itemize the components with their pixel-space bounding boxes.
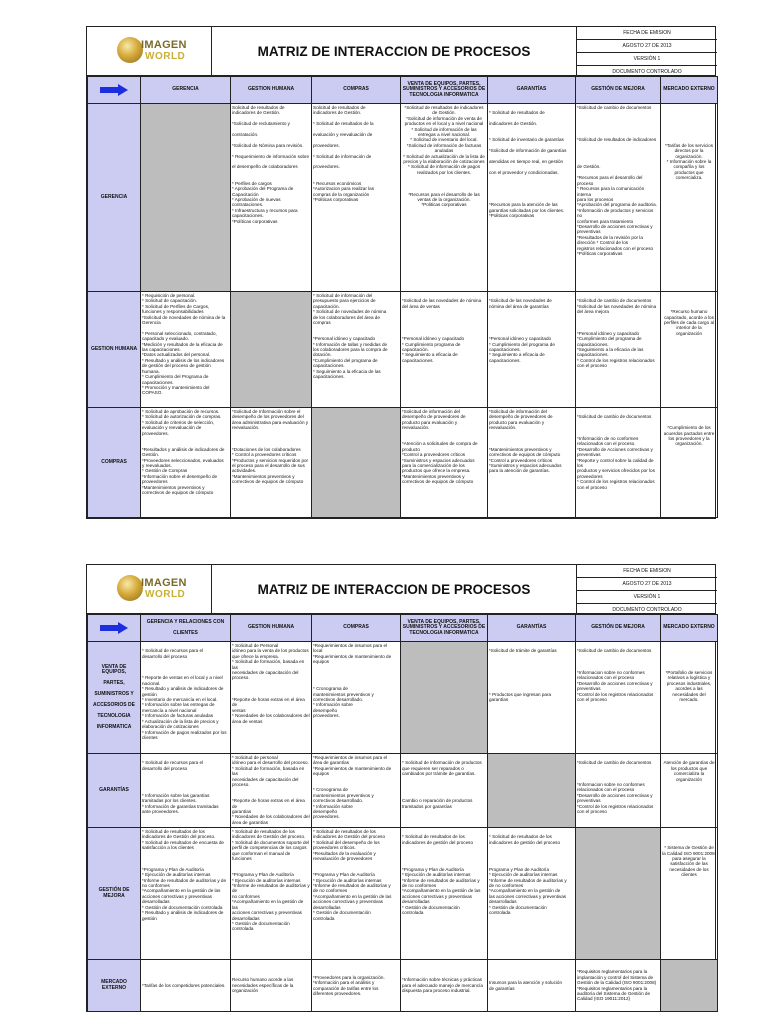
page-title: MATRIZ DE INTERACCION DE PROCESOS: [212, 27, 577, 75]
arrow-cell: [88, 615, 141, 642]
matrix-cell: *Información sobre técnicas y prácticas para el adecuado manejo de mercancía dispuesta para proceso industrial.: [401, 960, 488, 1012]
meta-date: AGOSTO 27 DE 2013: [577, 40, 717, 53]
matrix-cell: * Solicitud de información de productos que requieren ser reparados o cambiados por trámite de garantías. Cambio o reparación de productos tramitados por garantías: [401, 754, 488, 828]
globe-icon: [117, 37, 143, 63]
matrix-cell: [661, 960, 718, 1012]
matrix-cell: [488, 754, 576, 828]
logo-text-line1: IMAGEN: [141, 577, 187, 589]
table-row: [88, 754, 718, 828]
matrix-cell: Atención de garantías de los productos que comercializa la organización: [661, 754, 718, 828]
matrix-cell: * Solicitud de Personal idóneo para la venta de los productos que ofrece la empresa. * Solicitud de formación, basada en las necesidades de capacitación del proceso. *Reporte de horas extras en el área de ventas * Novedades de los colaboradores del área de ventas: [231, 642, 312, 754]
column-header: VENTA DE EQUIPOS, PARTES, SUMINISTROS Y ACCESORIOS DE TECNOLOGIA INFORMATICA: [401, 77, 488, 104]
table-row: [88, 828, 718, 960]
matrix-cell: * Solicitud de resultados de los indicadores de Gestión del proceso * Solicitud del desempeño de los proveedores críticos. *Resultados de la evaluación y reevaluación de proveedores *Programa y Plan de Auditoría * Ejecución de auditorías internas *Informe de resultados de auditorías y de no conformes *Acompañamiento en la gestión de las acciones correctivas y preventivas desarrolladas * Gestión de documentación controlada: [312, 828, 401, 960]
matrix-cell: *Tarifas de los competidores potenciales.: [141, 960, 231, 1012]
meta-version: VERSIÓN 1: [577, 591, 717, 604]
matrix-cell: * Requisición de personal. * Solicitud de capacitación. * Solicitud de Perfiles de Cargos, funciones y responsabilidades *Solicitud de novedades de nómina de la Gerencia * Personal seleccionado, contratado, capacitado y evaluado. *Medición y resultados de la eficacia de las capacitaciones. *Datos actualizados del personal. * Resultado y análisis de los indicadores de gestión del proceso de gestión humana. * Cumplimiento del Programa de capacitaciones. * Promoción y mantenimiento del COPASO.: [141, 292, 231, 408]
matrix-cell: * Solicitud de recursos para el desarrollo del proceso * Información sobre las garantías tramitadas por los clientes. * Información de garantías tramitadas ante proveedores.: [141, 754, 231, 828]
matrix-cell: *Cumplimiento de los acuerdos pactados entre los proveedores y la organización.: [661, 408, 718, 518]
matrix-cell: *Tarifas de los servicios directos por la organización. * Información sobre la compañía y los productos que comercializa.: [661, 104, 718, 292]
matrix-cell: Solicitud de resultados de indicadores de Gestión. * Solicitud de resultados de la evaluación y reevaluación de proveedores. * Solicitud de información de proveedores. * Recursos económicos *Autorizacion para realizar las compras de la organización *Politicas corporativas: [312, 104, 401, 292]
matrix-cell: Solicitud de resultados de indicadores de Gestión. *Solicitud de reclutamiento y contratación. *Solicitud de Nómina para revisión. * Requerimiento de información sobre el desempeño de colaboradores * Perfiles de cargos * Aprobación del Programa de Capacitación * Aprobación de nuevas contrataciones. * Infraestructura y recursos para capacitaciones. *Políticas corporativas: [231, 104, 312, 292]
matrix-cell: *Proveedores para la organización. *Información para el análisis y comparación de tarifas entre los diferentes proveedores.: [312, 960, 401, 1012]
meta-status: DOCUMENTO CONTROLADO: [612, 69, 682, 75]
arrow-right-icon: [100, 84, 128, 96]
document-meta: [577, 27, 717, 75]
logo-text-line2: WORLD: [145, 589, 186, 600]
matrix-cell: *Solicitud de Información sobre el desempeño de los proveedores del área administrativa para evaluación y reevaluación. *Dotaciones de los colaboradores * Control a proveedores críticos *Productos y servicios requeridos por el proceso para el desarrollo de sus actividades. *Mantenimientos preventivos y correctivos de equipos de cómputo: [231, 408, 312, 518]
matrix-cell: [401, 642, 488, 754]
table-row: [88, 642, 718, 754]
matrix-cell: *Solicitud de trámite de garantías * Productos que ingresan para garantías: [488, 642, 576, 754]
matrix-cell: * Solicitud de aprobación de recursos. * Solicitud de autorización de compras. * Solicitud de criterios de selección, evaluación y reevaluación de proveedores. *Resultados y análisis de indicadores de Gestión. *Proveedores seleccionados, evaluados y reevaluados. * Gestión de Compras *Información sobre el desempeño de proveedores *Mantenimientos preventivos y correctivos de equipos de cómputo: [141, 408, 231, 518]
matrix-cell: *Requerimientos de insumos para el local *Requerimientos de mantenimiento de equipos * Cronograma de mantenimientos preventivos y correctivos desarrollado. * Información sobre desempeño proveedores.: [312, 642, 401, 754]
matrix-cell: *Solicitud de cambio de documentos *Solicitud de resultados de indicadores de Gestión. *Recursos para el desarrollo del proceso * Recursos para la comunicación interna para los procesos *Aprobación del programa de auditoria. *Información de productos y servicios no conformes para tratamiento *Desarrollo de acciones correctivas y preventivas *Resultados de la revisión por la dirección * Control de los registros relacionados con el proceso *Políticas corporativas: [576, 104, 661, 292]
table-row: [88, 104, 718, 292]
logo-text-line1: IMAGEN: [141, 39, 187, 51]
matrix-cell: * Solicitud de resultados de indicadores de Gestión. * Solicitud de inventario de garantías *Solicitud de información de garantías atendidas en tiempo real, en gestión con el proveedor y condicionadas. *Recursos para la atención de las garantías solicitadas por los clientes. *Politicas corporativas: [488, 104, 576, 292]
matrix-page-1: [86, 26, 716, 519]
column-header: COMPRAS: [312, 615, 401, 642]
arrow-right-icon: [100, 622, 128, 634]
matrix-cell: *Solicitud de las novedades de nómina del área de ventas *Personal idóneo y capacitado * Cumplimiento programa de capacitación. * Seguimiento a eficacia de capacitaciones.: [401, 292, 488, 408]
matrix-cell: *Recurso humano capacitado, acorde a los perfiles de cada cargo al interior de la organización: [661, 292, 718, 408]
row-header: VENTA DE EQUIPOS, PARTES, SUMINISTROS Y ACCESORIOS DE TECNOLOGIA INFORMATICA: [88, 642, 141, 754]
matrix-cell: Insumos para la atención y solución de garantías: [488, 960, 576, 1012]
column-header: GERENCIA: [141, 77, 231, 104]
row-header: GARANTÍAS: [88, 754, 141, 828]
row-header: GESTIÓN DE MEJORA: [88, 828, 141, 960]
matrix-cell: *Requisitos reglamentarios para la implantación y control del Sistema de Gestión de la Calidad (ISO 9001:2008) *Requisitos reglamentarios para la auditoría del Sistema de Gestión de Calidad (ISO 19011:2012): [576, 960, 661, 1012]
arrow-cell: [88, 77, 141, 104]
matrix-cell: [576, 828, 661, 960]
meta-label: FECHA DE EMISION: [577, 27, 717, 40]
table-row: [88, 960, 718, 1012]
matrix-cell: *Solicitud de cambio de documentos *Informacion sobre no conformes relacionados con el proceso *Desarrollo de acciones correctivas y preventivas *Control de los registros relacionados con el proceso: [576, 754, 661, 828]
matrix-cell: *Solicitud de información del desempeño de proveedores de producto para evaluación y reevaluación. *Mantenimientos preventivos y correctivos de equipos de cómputo *Control a proveedores críticos *Suministros y espacios adecuados para la atención de garantías.: [488, 408, 576, 518]
meta-status: DOCUMENTO CONTROLADO: [612, 607, 682, 613]
matrix-cell: [231, 292, 312, 408]
document-meta: [577, 565, 717, 613]
company-logo: [87, 27, 212, 75]
logo-text-line2: WORLD: [145, 51, 186, 62]
matrix-cell: *Solicitud de resultados de indicadores de Gestión. *Solicitud de información de venta de productos en el local y a nivel nacional * Solicitud de información de las entregas a nivel nacional. * Solicitud de inventario del local. *Solicitud de información de facturas anuladas * Solicitud de actualización de la lista de precios y la elaboración de cotizaciones * Solicitud de información de pagos realizados por los clientes. *Recursos para el desarrollo de las ventas de la organización. *Politicas corporativas: [401, 104, 488, 292]
matrix-page-2: [86, 564, 716, 1012]
matrix-cell: *Solicitud de cambio de documentos *Información de no conformes relacionados con el proceso. *Desarrollo de Acciones correctivas y preventivas *Reporte y control sobre la calidad de los productos y servicios ofrecidos por los proveedores * Control de los registros relacionados con el proceso: [576, 408, 661, 518]
globe-icon: [117, 575, 143, 601]
column-header: MERCADO EXTERNO: [661, 77, 718, 104]
matrix-cell: *Portafolio de servicios relativos a logística y procesos industriales, acordes a las necesidades del mercado.: [661, 642, 718, 754]
column-header: MERCADO EXTERNO: [661, 615, 718, 642]
matrix-cell: * Solicitud de resultados de los indicadores de Gestión del proceso. * Solicitud de resultados de encuesta de satisfacción a los clientes *Programa y Plan de Auditoría * Ejecución de auditorías internas *Informe de resultados de auditorías y de no conformes *Acompañamiento en la gestión de las acciones correctivas y preventivas desarrolladas * Gestión de documentación controlada * Resultado y análisis de indicadores de gestión: [141, 828, 231, 960]
matrix-cell: [312, 408, 401, 518]
column-header: GESTIÓN DE MEJORA: [576, 615, 661, 642]
matrix-cell: *Solicitud de cambio de documentos *Informacion sobre no conformes relacionados con el proceso *Desarrollo de acciones correctivas y preventivas *Control de los registros relacionados con el proceso: [576, 642, 661, 754]
interaction-matrix-1: [87, 76, 718, 518]
row-header: GESTION HUMANA: [88, 292, 141, 408]
column-header: GERENCIA Y RELACIONES CON CLIENTES: [141, 615, 231, 642]
meta-version: VERSIÓN 1: [577, 53, 717, 66]
column-header: GESTION HUMANA: [231, 77, 312, 104]
matrix-cell: * Sistema de Gestión de la Calidad ISO 9001:2008, para asegurar la satisfacción de las necesidades de los clientes: [661, 828, 718, 960]
matrix-cell: * Solicitud de resultados de los indicadores de gestión del proceso *Programa y Plan de Auditoría * Ejecución de auditorías internas *Informe de resultados de auditorías y de no conformes *Acompañamiento en la gestión de las acciones correctivas y preventivas desarrolladas * Gestión de documentación controlada: [401, 828, 488, 960]
column-header: COMPRAS: [312, 77, 401, 104]
page-title: MATRIZ DE INTERACCION DE PROCESOS: [212, 565, 577, 613]
matrix-cell: * Solicitud de resultados de los indicadores de Gestión del proceso. * Solicitud de documentos soporte del perfil de competencias de los cargos que conforman el manual de funciones *Programa y Plan de Auditoría * Ejecución de auditorías internas *Informe de resultados de auditorías y de no conformes *Acompañamiento en la gestión de las acciones correctivas y preventivas desarrolladas * Gestión de documentación controlada: [231, 828, 312, 960]
matrix-cell: *Solicitud de información del desempeño de proveedores de producto para evaluación y reevaluación. *Atención a solicitudes de compra de producto *Control a proveedores críticos *Suministros y espacios adecuados para la comercialización de los productos que ofrece la empresa. *Mantenimientos preventivos y correctivos de equipos de cómputo: [401, 408, 488, 518]
column-header: VENTA DE EQUIPOS, PARTES, SUMINISTROS Y ACCESORIOS DE TECNOLOGIA INFORMATICA: [401, 615, 488, 642]
matrix-cell: * Solicitud de información del presupuesto para ejercicios de capacitación. * Solicitud de novedades de nómina de los colaboradores del área de compras *Personal idóneo y capacitado * Información de tallas y medidas de los colaboradores para la compra de dotación. *Cumplimiento del programa de capacitaciones. * Seguimiento a la eficacia de las capacitaciones.: [312, 292, 401, 408]
matrix-cell: * Solicitud de personal idóneo para el desarrollo del proceso. * Solicitud de formación, basada en las necesidades de capacitación del proceso. *Reporte de horas extras en el área de garantías * Novedades de los colaboradores del área de garantías: [231, 754, 312, 828]
page-header: [87, 27, 715, 76]
matrix-cell: *Solicitud de las novedades de nómina del área de garantías *Personal idóneo y capacitado * Cumplimiento del programa de capacitaciones. * Seguimiento a eficacia de capacitaciones.: [488, 292, 576, 408]
header-row: [88, 77, 718, 104]
column-header: GESTIÓN DE MEJORA: [576, 77, 661, 104]
row-header: GERENCIA: [88, 104, 141, 292]
column-header: GARANTÍAS: [488, 615, 576, 642]
meta-label: FECHA DE EMISION: [577, 565, 717, 578]
meta-date: AGOSTO 27 DE 2013: [577, 578, 717, 591]
table-row: [88, 292, 718, 408]
page-header: [87, 565, 715, 614]
matrix-cell: *Requerimientos de insumos para el área de garantías *Requerimientos de mantenimiento de equipos * Cronograma de mantenimientos preventivos y correctivos desarrollado. * Información sobre desempeño proveedores.: [312, 754, 401, 828]
matrix-cell: *Solicitud de cambio de documentos *Solicitud de las novedades de nómina del área mejora *Personal idóneo y capacitado *Cumplimiento del programa de capacitaciones. *Seguimiento a la eficacia de las capacitaciones. * Control de los registros relacionados con el proceso: [576, 292, 661, 408]
row-header: COMPRAS: [88, 408, 141, 518]
company-logo: [87, 565, 212, 613]
matrix-cell: Recurso humano acorde a las necesidades específicas de la organización: [231, 960, 312, 1012]
matrix-cell: [141, 104, 231, 292]
row-header: MERCADO EXTERNO: [88, 960, 141, 1012]
interaction-matrix-2: [87, 614, 718, 1012]
column-header: GARANTÍAS: [488, 77, 576, 104]
matrix-cell: * Solicitud de resultados de los indicadores de gestión del proceso Programa y Plan de Auditoría * Ejecución de auditorías internas *Informe de resultados de auditorías y de no conformes *Acompañamiento en la gestión de las acciones correctivas y preventivas desarrolladas * Gestión de documentación controlada: [488, 828, 576, 960]
column-header: GESTION HUMANA: [231, 615, 312, 642]
table-row: [88, 408, 718, 518]
header-row: [88, 615, 718, 642]
matrix-cell: * Solicitud de recursos para el desarrollo del proceso * Reporte de ventas en el local y a nivel nacional. * Resultado y análisis de indicadores de gestión * Inventario de mercancía en el local. * Información sobre las entregas de mercancía a nivel nacional * Información de facturas anuladas * Actualización de la lista de precios y elaboración de cotizaciones * Información de pagos realizados por los clientes: [141, 642, 231, 754]
